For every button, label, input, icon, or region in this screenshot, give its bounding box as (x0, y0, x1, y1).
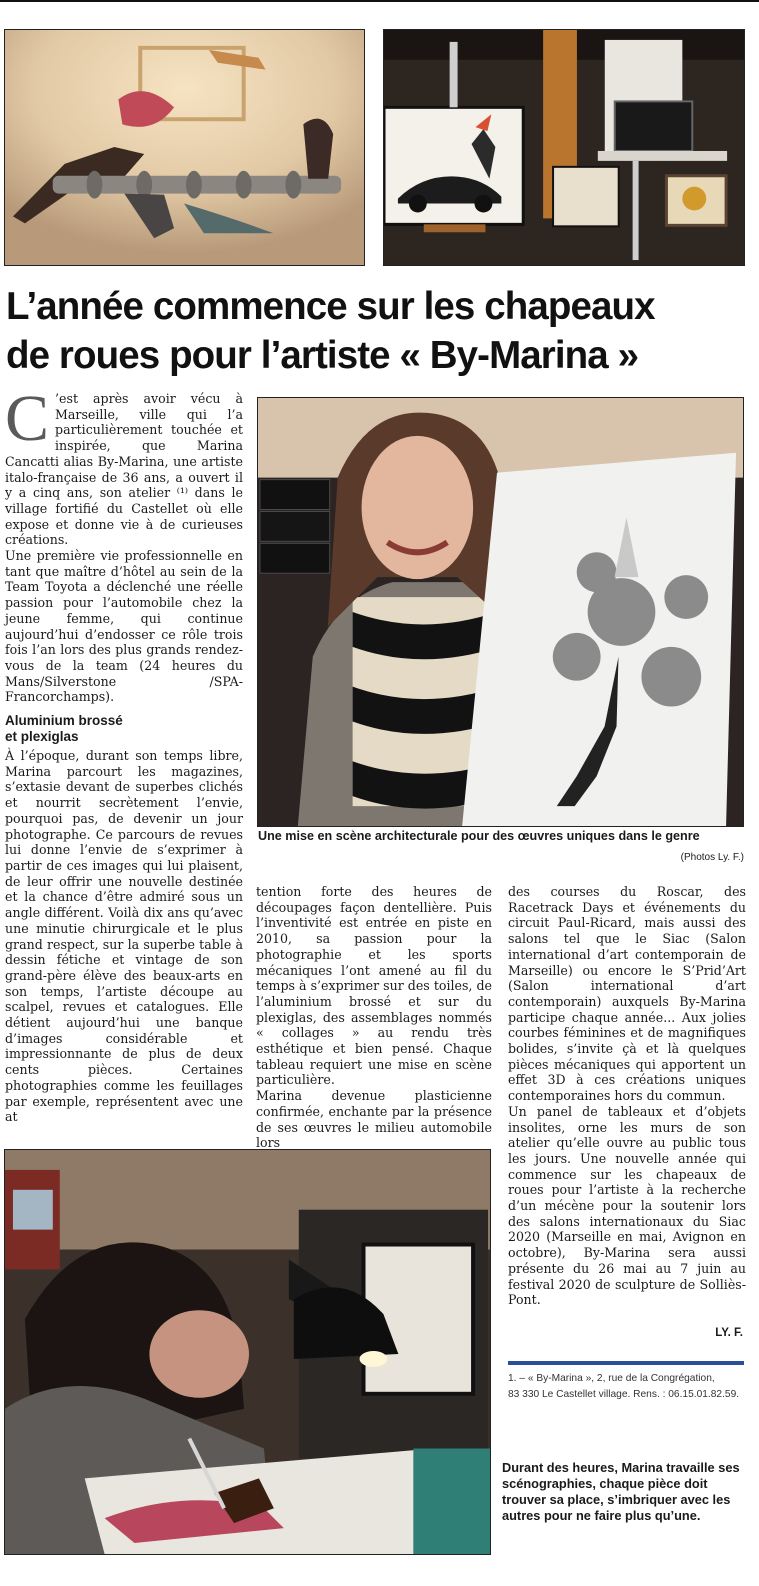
portrait-caption: Une mise en scène architecturale pour des œuvres uniques dans le genre (258, 829, 700, 843)
article-column-3 (508, 884, 746, 1308)
paragraph-7: Un panel de tableaux et d’objets insolites, orne les murs de son atelier qu’elle ouvre au public tous les jours. Une nouvelle année qui commence sur les chapeaux de roues pour l’artiste à la recherche d’un mécène pour la soutenir lors des salons internationaux du Siac 2020 (Marseille en mai, Avignon en octobre), By-Marina sera aussi présente du 26 mai au 7 juin au festival 2020 de sculpture de Solliès-Pont. (508, 1103, 746, 1308)
drop-cap: C (5, 382, 50, 455)
author-signature: LY. F. (715, 1327, 743, 1339)
subhead-line-1: Aluminium brossé (5, 713, 123, 729)
headline-line-2: de roues pour l’artiste « By-Marina » (6, 334, 639, 377)
exhibition-photo (383, 29, 745, 266)
workshop-caption: Durant des heures, Marina travaille ses scénographies, chaque pièce doit trouver sa place, s’imbriquer avec les autres pour ne faire plus qu’une. (502, 1460, 740, 1523)
article-headline (6, 282, 754, 380)
workshop-photo (4, 1149, 491, 1555)
paragraph-1-text: ’est après avoir vécu à Marseille, ville qui l’a particulièrement touchée et inspirée, que Marina Cancatti alias By-Marina, une artiste italo-française de 36 ans, a ouvert il y a cinq ans, son atelier ⁽¹⁾ dans le village fortifié du Castellet où elle expose et donne vie à de curieuses créations. (5, 391, 243, 548)
footnote-line-1: 1. – « By-Marina », 2, rue de la Congrégation, (508, 1373, 715, 1384)
paragraph-intro (5, 382, 243, 548)
subhead-line-2: et plexiglas (5, 729, 79, 745)
footnote-line-2: 83 330 Le Castellet village. Rens. : 06.15.01.82.59. (508, 1389, 740, 1400)
address-footnote (508, 1371, 748, 1403)
article-column-2 (256, 884, 492, 1151)
article-column-1 (5, 382, 243, 1125)
paragraph-3: À l’époque, durant son temps libre, Marina parcourt les magazines, s’extasie devant de superbes clichés et nourrit secrètement l’envie, pourquoi pas, de devenir un jour photographe. Ce parcours de revues lui donne l’envie de s’exprimer à partir de ces images qui lui plaisent, de leur offrir une nouvelle destinée et la chance d’être admiré sous un angle différent. Voilà dix ans qu’avec une minutie chirurgicale et le plus grand respect, sur la superbe table à dessin fétiche et vintage de son grand-père élève des beaux-arts en son temps, l’artiste découpe au scalpel, revues et catalogues. Elle détient aujourd’hui une banque d’images considérable et impressionnante de plus de deux cents pièces. Certaines photographies comme les feuillages par exemple, représentent avec une at (5, 748, 243, 1125)
section-subheading (5, 713, 243, 745)
paragraph-4: tention forte des heures de découpages façon dentellière. Puis l’inventivité est entrée en piste en 2010, sa passion pour la photographie et les sports mécaniques l’ont amené au fil du temps à s’exprimer sur des toiles, de l’aluminium brossé et sur du plexiglas, des assemblages nommés « collages » au rendu très esthétique et bien pensé. Chaque tableau requiert une mise en scène particulière. (256, 884, 492, 1088)
paragraph-2: Une première vie professionnelle en tant que maître d’hôtel au sein de la Team Toyota a déclenché une réelle passion pour l’automobile chez la jeune femme, qui continue aujourd’hui d’endosser ce rôle trois fois l’an lors des plus grands rendez-vous de la team (24 heures du Mans/Silverstone /SPA-Francorchamps). (5, 548, 243, 705)
headline-line-1: L’année commence sur les chapeaux (6, 285, 655, 328)
artist-portrait-photo (257, 397, 744, 827)
wall-sculpture-photo (4, 29, 365, 266)
photo-credit: (Photos Ly. F.) (680, 852, 744, 863)
top-rule (0, 0, 759, 2)
paragraph-6: des courses du Roscar, des Racetrack Days et événements du circuit Paul-Ricard, mais aussi des salons tel que le Siac (Salon international d’art contemporain de Marseille) ou encore le S’Prid’Art (Salon international d’art contemporain) auxquels By-Marina participe chaque année... Aux jolies courbes féminines et de magnifiques bolides, s’invite çà et là quelques pièces mécaniques qui apportent un effet 3D à ces créations uniques contemporaines hors du commun. (508, 884, 746, 1104)
paragraph-5: Marina devenue plasticienne confirmée, enchante par la présence de ses œuvres le milieu automobile lors (256, 1088, 492, 1151)
footnote-rule (508, 1361, 744, 1365)
